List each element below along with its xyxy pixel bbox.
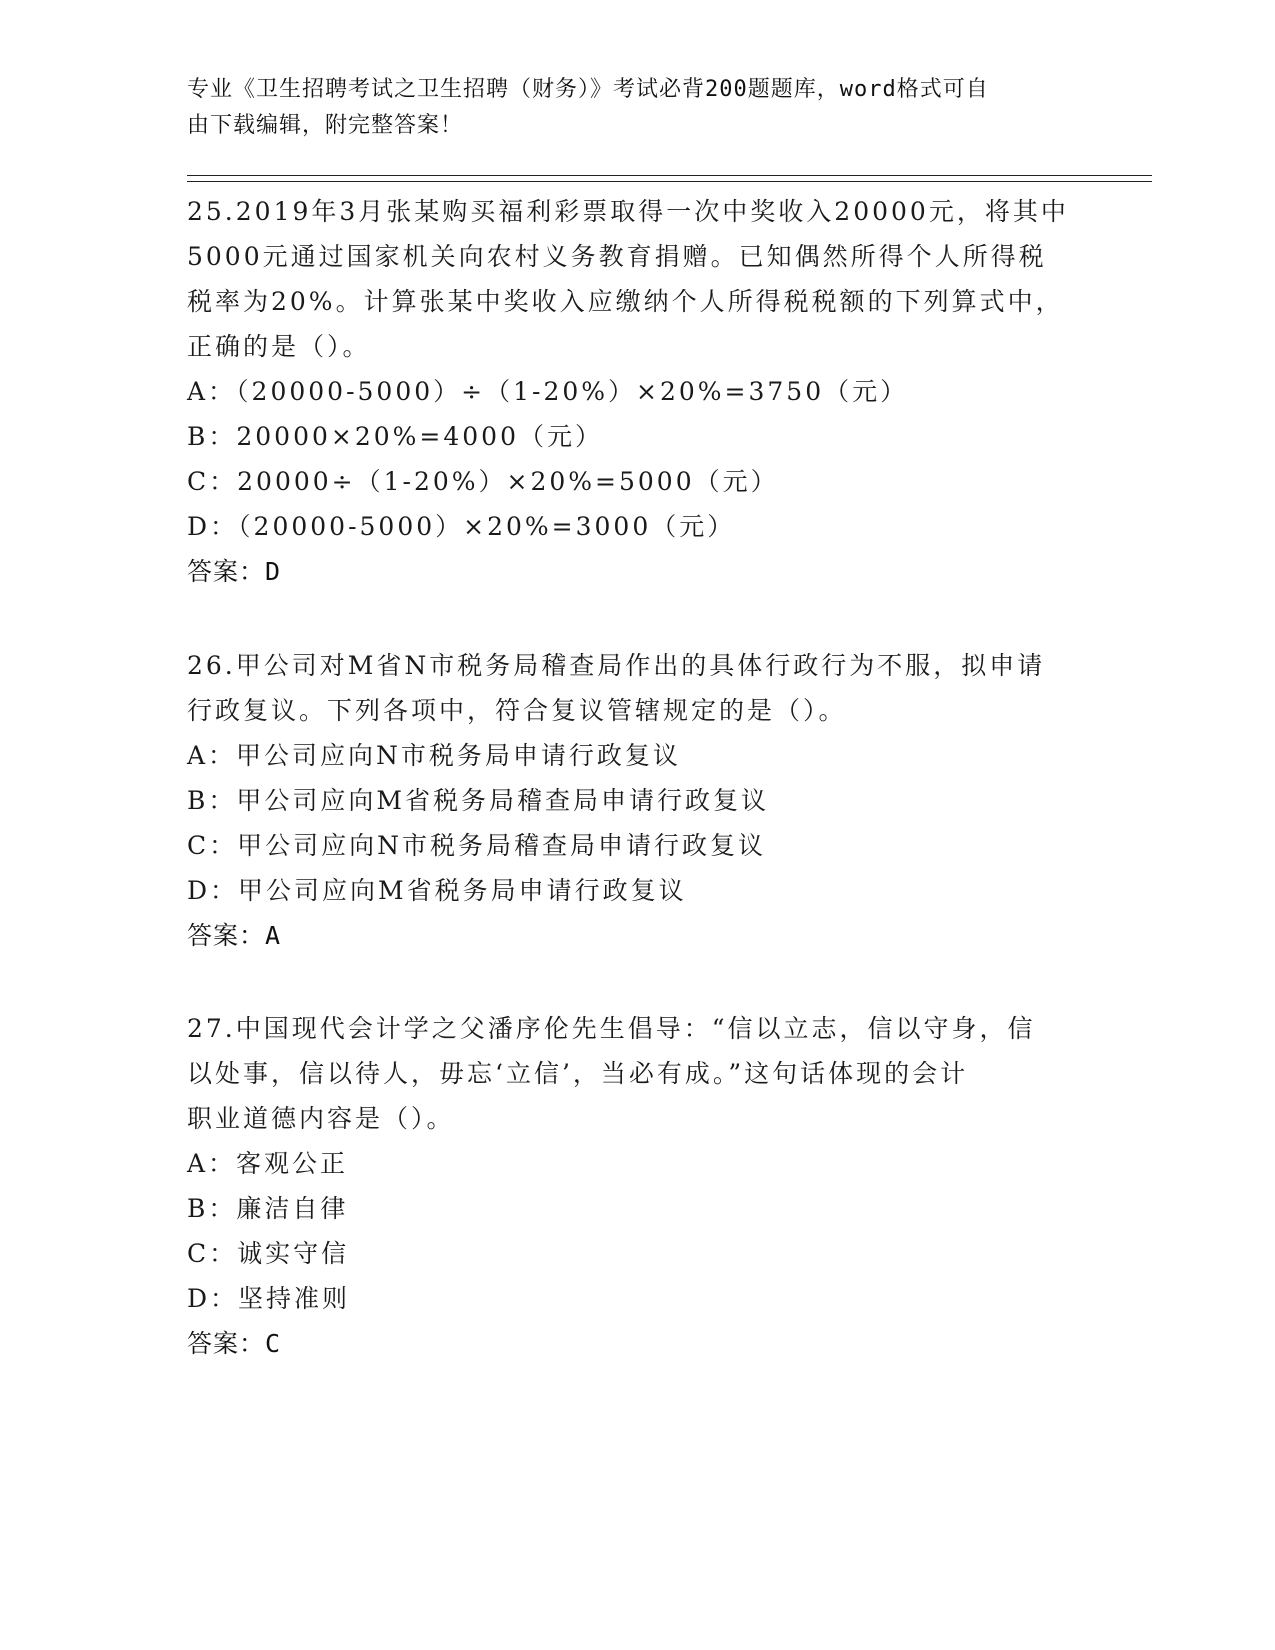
option-b: B：廉洁自律 [187, 1194, 349, 1223]
option-a: A：客观公正 [187, 1149, 349, 1178]
header-line: 专业《卫生招聘考试之卫生招聘（财务）》考试必背200题题库，word格式可自 [187, 77, 989, 102]
answer-label: 答案：A [187, 921, 282, 950]
header-divider [187, 175, 1152, 176]
answer-label: 答案：D [187, 557, 282, 586]
option-a: A：甲公司应向N市税务局申请行政复议 [187, 741, 681, 770]
question-stem-line: 税率为20%。计算张某中奖收入应缴纳个人所得税税额的下列算式中， [187, 287, 1064, 316]
answer-label: 答案：C [187, 1329, 282, 1358]
document-header [187, 72, 1067, 144]
option-c: C：20000÷（1-20%）×20%=5000（元） [187, 467, 779, 496]
option-d: D：坚持准则 [187, 1284, 351, 1313]
question-27 [187, 1006, 1087, 1366]
option-c: C：诚实守信 [187, 1239, 350, 1268]
question-stem-line: 行政复议。下列各项中，符合复议管辖规定的是（）。 [187, 696, 847, 725]
header-line: 由下载编辑，附完整答案！ [187, 113, 464, 138]
question-26 [187, 643, 1087, 958]
option-b: B：甲公司应向M省税务局稽查局申请行政复议 [187, 786, 769, 815]
option-c: C：甲公司应向N市税务局稽查局申请行政复议 [187, 831, 767, 860]
question-stem-line: 正确的是（）。 [187, 332, 371, 361]
question-stem-line: 5000元通过国家机关向农村义务教育捐赠。已知偶然所得个人所得税 [187, 242, 1047, 271]
question-stem-line: 27.中国现代会计学之父潘序伦先生倡导：“信以立志，信以守身，信 [187, 1014, 1036, 1043]
header-divider [187, 181, 1152, 182]
option-d: D：（20000-5000）×20%=3000（元） [187, 512, 736, 541]
question-25 [187, 189, 1087, 594]
question-stem-line: 职业道德内容是（）。 [187, 1104, 455, 1133]
question-stem-line: 以处事，信以待人，毋忘‘立信’，当必有成。”这句话体现的会计 [187, 1059, 969, 1088]
question-stem-line: 26.甲公司对M省N市税务局稽查局作出的具体行政行为不服，拟申请 [187, 651, 1046, 680]
question-stem-line: 25.2019年3月张某购买福利彩票取得一次中奖收入20000元，将其中 [187, 197, 1069, 226]
option-a: A：（20000-5000）÷（1-20%）×20%=3750（元） [187, 377, 909, 406]
option-d: D：甲公司应向M省税务局申请行政复议 [187, 876, 687, 905]
option-b: B：20000×20%=4000（元） [187, 422, 603, 451]
